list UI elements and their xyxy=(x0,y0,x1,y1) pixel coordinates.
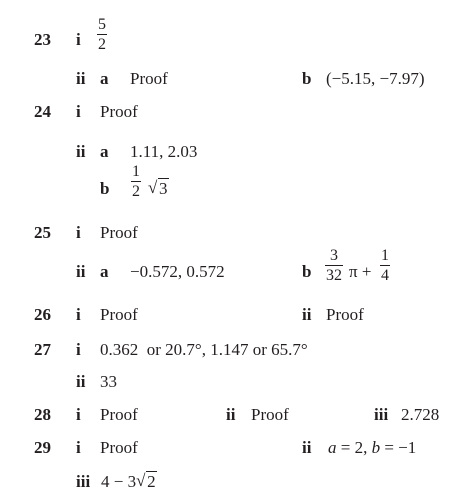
equals-text: = 2, xyxy=(336,438,372,457)
square-root xyxy=(148,179,169,199)
subpart-label: a xyxy=(100,142,109,161)
question-number: 29 xyxy=(34,438,51,457)
fraction-numerator: 5 xyxy=(98,16,106,33)
part-label: i xyxy=(76,438,81,457)
part-label: ii xyxy=(76,262,86,281)
answer-text: Proof xyxy=(100,305,138,324)
answer-text: (−5.15, −7.97) xyxy=(326,69,425,88)
part-label: i xyxy=(76,102,81,121)
part-label: i xyxy=(76,340,81,359)
variable-b: b xyxy=(371,438,381,457)
fraction-bar xyxy=(325,265,343,266)
part-label: i xyxy=(76,405,81,424)
radical xyxy=(136,472,157,492)
fraction-bar xyxy=(97,34,107,35)
fraction xyxy=(131,164,141,200)
answer-text: Proof xyxy=(100,405,138,424)
part-label: i xyxy=(76,223,81,242)
radicand: 2 xyxy=(147,472,156,491)
answer-text: 0.362 or 20.7°, 1.147 or 65.7° xyxy=(100,340,308,359)
fraction-denominator: 32 xyxy=(326,267,342,284)
question-number: 27 xyxy=(34,340,51,359)
part-label: ii xyxy=(302,438,312,457)
subpart-label: b xyxy=(302,262,312,281)
fraction-numerator: 3 xyxy=(330,247,338,264)
fraction-denominator: 2 xyxy=(132,183,140,200)
fraction-bar xyxy=(131,181,141,182)
part-label: ii xyxy=(226,405,236,424)
subpart-label: a xyxy=(100,262,109,281)
part-label: ii xyxy=(76,372,86,391)
fraction-denominator: 4 xyxy=(381,267,389,284)
answer-text: 33 xyxy=(100,372,117,391)
fraction-bar xyxy=(380,265,390,266)
radical-sign-icon: √ xyxy=(136,471,146,490)
fraction xyxy=(325,248,343,284)
subpart-label: a xyxy=(100,69,109,88)
answer-text: Proof xyxy=(326,305,364,324)
answer-text: 4 − 3 xyxy=(101,472,137,491)
answer-text: 1.11, 2.03 xyxy=(130,142,198,161)
question-number: 28 xyxy=(34,405,51,424)
part-label: i xyxy=(76,30,81,49)
subpart-label: b xyxy=(302,69,312,88)
answer-text: Proof xyxy=(100,438,138,457)
radical xyxy=(148,179,169,199)
question-number: 26 xyxy=(34,305,51,324)
question-number: 23 xyxy=(34,30,51,49)
fraction xyxy=(380,248,390,284)
answer-text: Proof xyxy=(130,69,168,88)
fraction-numerator: 1 xyxy=(381,247,389,264)
answer-text: 2.728 xyxy=(401,405,440,424)
question-number: 25 xyxy=(34,223,51,242)
part-label: ii xyxy=(76,142,86,161)
answer-text: Proof xyxy=(251,405,289,424)
answer-expression xyxy=(328,438,416,458)
question-number: 24 xyxy=(34,102,51,121)
part-label: iii xyxy=(76,472,91,491)
subpart-label: b xyxy=(100,179,110,198)
fraction-denominator: 2 xyxy=(98,36,106,53)
variable-a: a xyxy=(328,438,337,457)
answer-text: Proof xyxy=(100,223,138,242)
fraction-numerator: 1 xyxy=(132,163,140,180)
answer-text: −0.572, 0.572 xyxy=(130,262,225,281)
part-label: iii xyxy=(374,405,389,424)
answer-text: Proof xyxy=(100,102,138,121)
answer-expression xyxy=(101,472,157,492)
operator-text: π + xyxy=(349,262,372,281)
fraction xyxy=(97,17,107,53)
radicand: 3 xyxy=(159,179,168,198)
radical-sign-icon: √ xyxy=(148,178,158,197)
part-label: ii xyxy=(76,69,86,88)
part-label: ii xyxy=(302,305,312,324)
equals-text: = −1 xyxy=(380,438,417,457)
part-label: i xyxy=(76,305,81,324)
